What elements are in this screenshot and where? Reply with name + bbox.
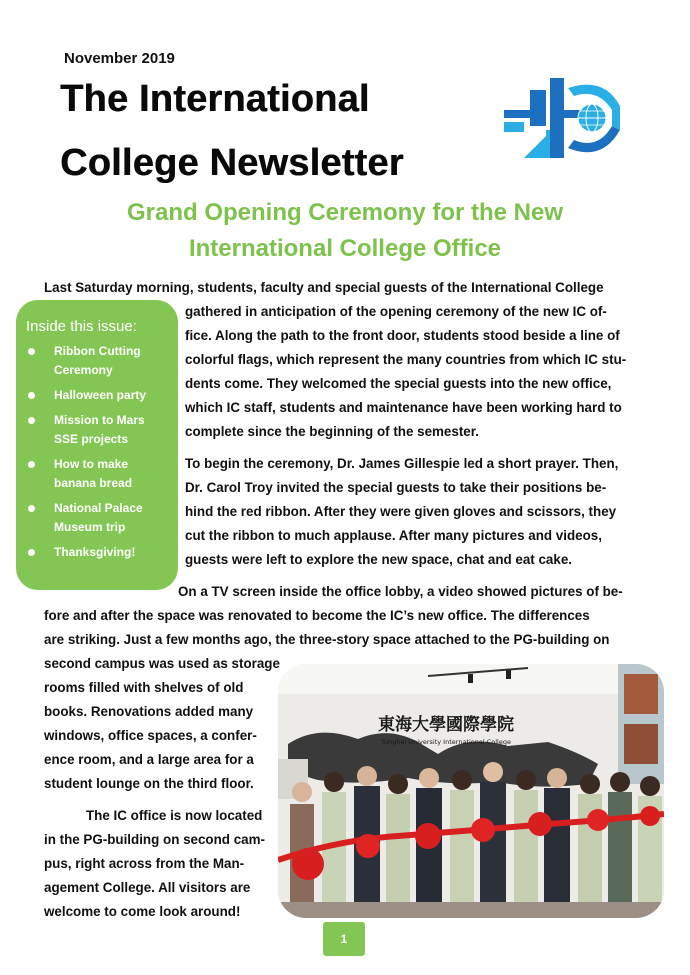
wall-sign-english: Tunghai University International College: [381, 738, 511, 746]
sidebar-item: Ribbon Cutting Ceremony: [16, 342, 178, 380]
sidebar-item: Thanksgiving!: [16, 543, 178, 562]
article-line: hind the red ribbon. After they were given gloves and scissors, they: [185, 504, 617, 519]
article-line: gathered in anticipation of the opening ceremony of the new IC of-: [185, 304, 607, 319]
inside-this-issue-sidebar: [16, 300, 178, 590]
bullet-icon: [28, 417, 35, 424]
article-line: rooms filled with shelves of old: [44, 680, 244, 695]
page-number: 1: [323, 922, 365, 956]
wall-sign-chinese: 東海大學國際學院: [378, 715, 514, 735]
article-line: windows, office spaces, a confer-: [44, 728, 257, 743]
ribbon-cutting-photo: [278, 664, 664, 918]
sidebar-item: National Palace Museum trip: [16, 499, 178, 537]
article-line: pus, right across from the Man-: [44, 856, 245, 871]
article-line: complete since the beginning of the semester.: [185, 424, 479, 439]
sidebar-item: Halloween party: [16, 386, 178, 405]
article-line: in the PG-building on second cam-: [44, 832, 265, 847]
article-line: Last Saturday morning, students, faculty and special guests of the International College: [44, 280, 604, 295]
article-line: fice. Along the path to the front door, students stood beside a line of: [185, 328, 620, 343]
article-line: guests were left to explore the new space, chat and eat cake.: [185, 552, 572, 567]
bullet-icon: [28, 549, 35, 556]
article-line: second campus was used as storage: [44, 656, 280, 671]
ceremony-photo: [278, 664, 664, 918]
article-line: which IC staff, students and maintenance have been working hard to: [185, 400, 622, 415]
article-line: dents come. They welcomed the special guests into the new office,: [185, 376, 612, 391]
article-line: are striking. Just a few months ago, the three-story space attached to the PG-building on: [44, 632, 610, 647]
bullet-icon: [28, 461, 35, 468]
article-line: cut the ribbon to much applause. After many pictures and videos,: [185, 528, 602, 543]
sidebar-item: How to make banana bread: [16, 455, 178, 493]
article-line: Dr. Carol Troy invited the special guests to take their positions be-: [185, 480, 607, 495]
newsletter-date: November 2019: [64, 50, 175, 67]
article-line: On a TV screen inside the office lobby, a video showed pictures of be-: [178, 584, 623, 599]
bullet-icon: [28, 392, 35, 399]
ic-logo-icon: [494, 70, 626, 166]
article-line: student lounge on the third floor.: [44, 776, 254, 791]
article-line: colorful flags, which represent the many countries from which IC stu-: [185, 352, 627, 367]
article-line: The IC office is now located: [86, 808, 263, 823]
article-line: welcome to come look around!: [44, 904, 241, 919]
article-line: To begin the ceremony, Dr. James Gillespie led a short prayer. Then,: [185, 456, 619, 471]
article-line: fore and after the space was renovated to become the IC’s new office. The differences: [44, 608, 590, 623]
article-line: books. Renovations added many: [44, 704, 254, 719]
sidebar-list: [16, 342, 178, 568]
newsletter-title-line1: The International: [60, 78, 370, 120]
newsletter-title-line2: College Newsletter: [60, 142, 404, 184]
sidebar-title: Inside this issue:: [26, 318, 137, 335]
sidebar-item: Mission to Mars SSE projects: [16, 411, 178, 449]
bullet-icon: [28, 505, 35, 512]
article-line: agement College. All visitors are: [44, 880, 251, 895]
bullet-icon: [28, 348, 35, 355]
headline-line1: Grand Opening Ceremony for the New: [126, 199, 564, 226]
headline-line2: International College Office: [188, 235, 502, 262]
article-line: ence room, and a large area for a: [44, 752, 254, 767]
